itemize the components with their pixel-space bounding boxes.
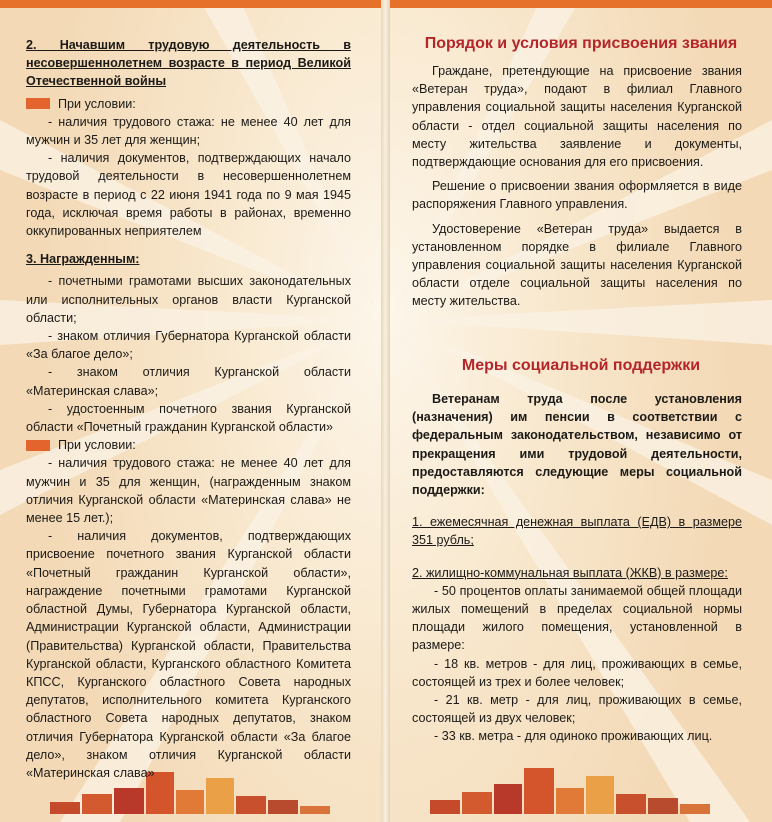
top-accent-bar [0,0,381,8]
list-item: - 50 процентов оплаты занимаемой общей площади жилых помещений в пределах социальной нормы площади жилого помещения, установленной в размере: [412,583,742,653]
list-item: - удостоенным почетного звания Курганской области «Почетный гражданин Курганской области» [26,401,351,435]
measure-zhkv-heading: 2. жилищно-коммунальная выплата (ЖКВ) в размере: [412,565,728,580]
condition-label: При условии: [58,96,136,111]
list-item: - 21 кв. метр - для лиц, проживающих в семье, состоящей из двух человек; [412,693,742,726]
section-2-heading: 2. Начавшим трудовую деятельность в несовершеннолетнем возрасте в период Великой Отечественной войны [26,38,351,89]
right-panel [390,0,772,822]
section-3-heading: 3. Награжденным: [26,252,140,267]
section-title-order: Порядок и условия присвоения звания [424,35,738,52]
measure-edv: 1. ежемесячная денежная выплата (ЕДВ) в размере 351 рубль; [412,515,742,548]
condition-label: При условии: [58,438,136,453]
left-content [26,36,351,782]
left-panel [0,0,381,822]
list-item: - 33 кв. метра - для одиноко проживающих лиц. [434,729,713,744]
condition-row [26,95,351,113]
paragraph: Граждане, претендующие на присвоение звания «Ветеран труда», подают в филиал Главного управления социальной защиты населения Курганской области - отдел социальной защиты населения по месту жительства заявление и документы, подтверждающие основания для его присвоения. [412,64,742,170]
list-item: - знаком отличия Губернатора Курганской области «За благое дело»; [26,329,351,362]
support-intro: Ветеранам труда после установления (назначения) им пенсии в соответствии с федеральным законодательством, независимо от прекращения ими трудовой деятельности, предоставляются следующие меры социальной поддержки: [412,392,742,498]
right-content [412,62,742,311]
list-item: - наличия документов, подтверждающих начало трудовой деятельности в несовершеннолетнем возрасте в период с 22 июня 1941 года по 9 мая 1945 года, исключая время работы в районах, временно оккупированных неприятелем [26,151,351,239]
orange-marker-icon [26,98,50,109]
orange-marker-icon [26,440,50,451]
list-item: - наличия документов, подтверждающих присвоение почетного звания Курганской области «Почетный гражданин Курганской области», награждение почетными грамотами Курганской областной Думы, Губернатора Курганской области, Администрации Курганской области, Администрации (Правительства) Курганской области, Правительства Курганской области, Курганского областного Комитета КПСС, Курганского областного Совета народных депутатов, исполнительного комитета Курганского областного Совета народных депутатов, знаком отличия Губернатора Курганской области «За благое дело», знаком отличия Курганской области «Материнская слава» [26,529,351,780]
condition-row [26,436,351,454]
right-content-support [412,390,742,746]
top-accent-bar [390,0,772,8]
list-item: - 18 кв. метров - для лиц, проживающих в семье, состоящей из трех и более человек; [412,656,742,689]
list-item: - наличия трудового стажа: не менее 40 лет для мужчин и 35 для женщин, (награжденным знаком отличия Курганской области «Материнская слава» не менее 15 лет.); [26,456,351,526]
paragraph: Решение о присвоении звания оформляется в виде распоряжения Главного управления. [412,179,742,212]
section-title-support: Меры социальной поддержки [461,357,701,374]
page-fold [381,0,390,822]
list-item: - наличия трудового стажа: не менее 40 лет для мужчин и 35 лет для женщин; [26,114,351,148]
list-item: - почетными грамотами высших законодательных или исполнительных органов власти Курганской области; [26,274,351,325]
decorative-bars [390,764,772,814]
paragraph: Удостоверение «Ветеран труда» выдается в установленном порядке в филиале Главного управления социальной защиты населения Курганской области отделе социальной защиты населения по месту жительства. [412,221,742,309]
list-item: - знаком отличия Курганской области «Материнская слава»; [26,365,351,398]
